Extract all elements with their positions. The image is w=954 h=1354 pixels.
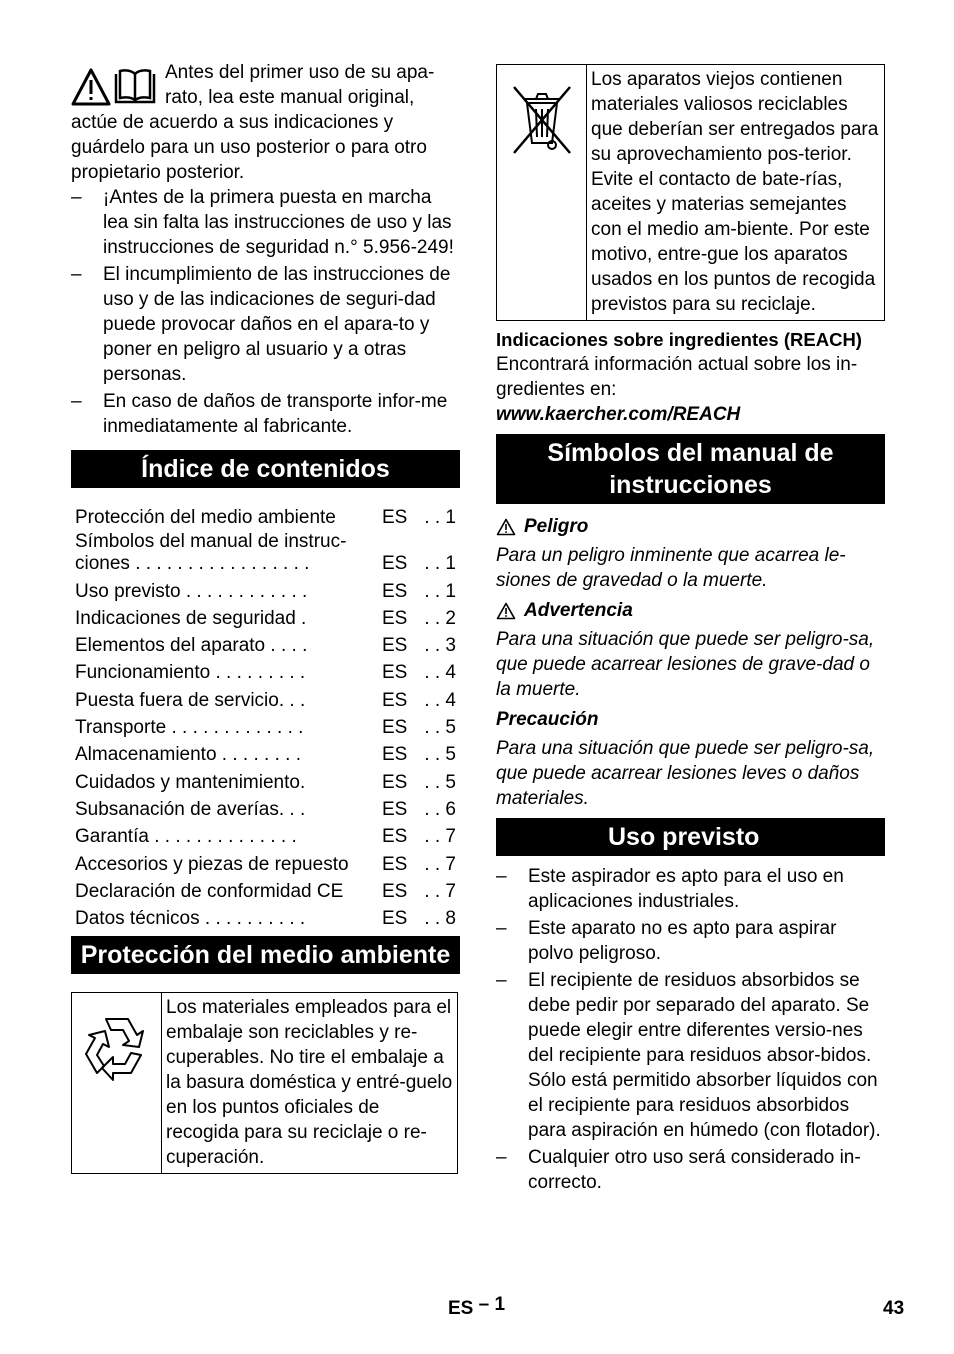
- toc-title: Protección del medio ambiente: [75, 507, 336, 529]
- toc-title: Almacenamiento . . . . . . . .: [75, 744, 301, 766]
- intro-line: guárdelo para un uso posterior o para otro: [71, 137, 427, 158]
- toc-page: . . 4: [424, 662, 456, 684]
- footer-page-marker: – 1: [478, 1294, 506, 1315]
- toc-row[interactable]: [71, 876, 460, 903]
- environment-heading: Protección del medio ambiente: [71, 936, 460, 974]
- toc-row[interactable]: [71, 739, 460, 766]
- list-item: – En caso de daños de transporte infor-me inmediatamente al fabricante.: [71, 389, 460, 439]
- intro-line: propietario posterior.: [71, 162, 245, 183]
- right-column: [496, 64, 885, 1195]
- use-bullet-list: [496, 864, 885, 1195]
- toc-title: Uso previsto . . . . . . . . . . . .: [75, 580, 308, 602]
- toc-page: . . 4: [424, 689, 456, 711]
- list-item: – Este aspirador es apto para el uso en aplicaciones industriales.: [496, 864, 885, 914]
- toc-title: Símbolos del manual de instruc-ciones . . . . . . . . . . . . . . . . .: [75, 531, 347, 575]
- toc-page: . . 1: [424, 553, 456, 575]
- intro-bullet-list: [71, 185, 460, 439]
- toc-lang: ES: [382, 826, 408, 848]
- toc-row[interactable]: [71, 712, 460, 739]
- toc-page: . . 5: [424, 744, 456, 766]
- danger-text: Para un peligro inminente que acarrea le-siones de gravedad o la muerte.: [496, 545, 846, 591]
- toc-title: Declaración de conformidad CE: [75, 880, 344, 902]
- warning-triangle-icon: [496, 602, 516, 620]
- toc-lang: ES: [382, 798, 408, 820]
- weee-box: [496, 64, 885, 321]
- caution-label: Precaución: [496, 709, 599, 730]
- use-heading: Uso previsto: [496, 818, 885, 856]
- toc-page: . . 7: [424, 826, 456, 848]
- toc-title: Transporte . . . . . . . . . . . . .: [75, 717, 304, 739]
- footer-lang-marker: [448, 1296, 505, 1321]
- environment-box: [71, 992, 458, 1174]
- list-item: – Este aparato no es apto para aspirar polvo peligroso.: [496, 916, 885, 966]
- symbols-heading: Símbolos del manual de instrucciones: [496, 434, 885, 504]
- toc-page: . . 3: [424, 635, 456, 657]
- toc-page: . . 1: [424, 507, 456, 529]
- toc-lang: ES: [382, 662, 408, 684]
- toc-page: . . 7: [424, 853, 456, 875]
- warning-label: Advertencia: [524, 600, 633, 621]
- footer-lang: ES: [448, 1298, 474, 1319]
- toc-page: . . 5: [424, 717, 456, 739]
- toc-page: . . 2: [424, 607, 456, 629]
- toc-row[interactable]: [71, 575, 460, 602]
- toc-lang: ES: [382, 771, 408, 793]
- environment-text: Los materiales empleados para el embalaje son reciclables y re-cuperables. No tire el embalaje a la basura doméstica y entré-guelo en los puntos oficiales de recogida para su reciclaje o re-cuperación.: [166, 997, 453, 1169]
- reach-text: Encontrará información actual sobre los in-gredientes en:: [496, 354, 858, 400]
- toc-page: . . 5: [424, 771, 456, 793]
- toc-title: Garantía . . . . . . . . . . . . . .: [75, 826, 297, 848]
- reach-heading: Indicaciones sobre ingredientes (REACH): [496, 329, 862, 350]
- toc-row[interactable]: [71, 630, 460, 657]
- toc-row[interactable]: [71, 657, 460, 684]
- intro-line: Antes del primer uso de su apa-: [165, 62, 435, 83]
- toc-title: Elementos del aparato . . . .: [75, 635, 308, 657]
- intro-icons: [71, 64, 157, 106]
- toc-page: . . 8: [424, 908, 456, 930]
- left-column: [71, 60, 460, 1174]
- toc-lang: ES: [382, 689, 408, 711]
- toc-title: Puesta fuera de servicio. . .: [75, 689, 306, 711]
- toc-lang: ES: [382, 607, 408, 629]
- weee-text: Los aparatos viejos contienen materiales valiosos reciclables que deberían ser entregados para su aprovechamiento pos-terior. Evite el contacto de bate-rías, aceites y materias semejantes con el medio am-biente. Por este motivo, entre-gue los aparatos usados en los puntos de recogida previstos para su reciclaje.: [591, 69, 879, 315]
- caution-text: Para una situación que puede ser peligro-sa, que puede acarrear lesiones leves o daños materiales.: [496, 738, 875, 809]
- toc-row[interactable]: [71, 766, 460, 793]
- toc-row[interactable]: [71, 821, 460, 848]
- warning-label-row: [496, 598, 885, 623]
- toc-page: . . 7: [424, 880, 456, 902]
- intro-line: actúe de acuerdo a sus indicaciones y: [71, 112, 394, 133]
- toc-row[interactable]: [71, 903, 460, 930]
- toc-lang: ES: [382, 580, 408, 602]
- toc-lang: ES: [382, 717, 408, 739]
- list-item: – El recipiente de residuos absorbidos se debe pedir por separado del aparato. Se puede elegir entre diferentes versio-nes del recipiente para residuos absor-bidos. Sólo está permitido absorber líquidos con el recipiente para residuos absorbidos para aspiración en húmedo (con flotador).: [496, 968, 885, 1143]
- reach-link[interactable]: www.kaercher.com/REACH: [496, 404, 741, 425]
- toc-title: Subsanación de averías. . .: [75, 798, 306, 820]
- toc-row[interactable]: [71, 529, 460, 575]
- toc-row[interactable]: [71, 794, 460, 821]
- manual-book-icon: [113, 68, 157, 106]
- list-item: – ¡Antes de la primera puesta en marcha lea sin falta las instrucciones de uso y las instrucciones de seguridad n.° 5.956-249!: [71, 185, 460, 260]
- danger-label: Peligro: [524, 516, 589, 537]
- toc-row[interactable]: [71, 848, 460, 875]
- toc-lang: ES: [382, 853, 408, 875]
- toc-title: Indicaciones de seguridad .: [75, 607, 307, 629]
- table-of-contents: [71, 502, 460, 930]
- danger-label-row: [496, 514, 885, 539]
- weee-icon-cell: [497, 65, 587, 320]
- recycle-icon-cell: [72, 993, 162, 1173]
- toc-page: . . 1: [424, 580, 456, 602]
- footer-page-number: 43: [883, 1298, 905, 1319]
- crossed-bin-icon: [510, 81, 574, 157]
- toc-title: Funcionamiento . . . . . . . . .: [75, 662, 306, 684]
- toc-lang: ES: [382, 880, 408, 902]
- warning-text: Para una situación que puede ser peligro-sa, que puede acarrear lesiones de grave-dad o la muerte.: [496, 629, 875, 700]
- toc-lang: ES: [382, 635, 408, 657]
- toc-lang: ES: [382, 744, 408, 766]
- warning-triangle-icon: [496, 518, 516, 536]
- toc-title: Accesorios y piezas de repuesto: [75, 853, 349, 875]
- intro-section: [71, 60, 460, 185]
- warning-triangle-icon: [71, 68, 111, 106]
- recycle-icon: [79, 1009, 155, 1085]
- toc-page: . . 6: [424, 798, 456, 820]
- toc-row[interactable]: [71, 603, 460, 630]
- toc-title: Datos técnicos . . . . . . . . . .: [75, 908, 306, 930]
- toc-row[interactable]: [71, 502, 460, 529]
- toc-row[interactable]: [71, 684, 460, 711]
- toc-lang: ES: [382, 553, 408, 575]
- toc-lang: ES: [382, 908, 408, 930]
- list-item: – El incumplimiento de las instrucciones de uso y de las indicaciones de seguri-dad puede provocar daños en el apara-to y poner en peligro al usuario y a otras personas.: [71, 262, 460, 387]
- list-item: – Cualquier otro uso será considerado in-correcto.: [496, 1145, 885, 1195]
- toc-lang: ES: [382, 507, 408, 529]
- toc-heading: Índice de contenidos: [71, 450, 460, 488]
- toc-title: Cuidados y mantenimiento.: [75, 771, 306, 793]
- intro-line: rato, lea este manual original,: [165, 87, 415, 108]
